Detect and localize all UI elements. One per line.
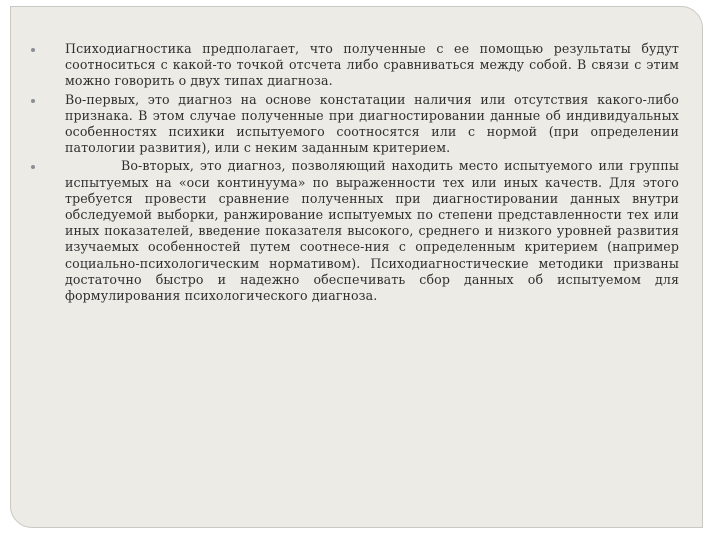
bullet-dot-icon [31,48,35,52]
bullet-item-3 [65,158,679,304]
bullet-list [65,41,679,306]
bullet-dot-icon [31,99,35,103]
bullet-text-3 [65,158,679,304]
bullet-item-2 [65,92,679,157]
bullet-text-3-content: Во-вторых, это диагноз, позволяющий находить место испытуемого или группы испытуемых на «оси континуума» по выраженности тех или иных качеств. Для этого требуется провести сравнение полученных при диагностировании данных внутри обследуемой выборки, ранжирование испытуемых по степени представленности тех или иных показателей, введение показателя высокого, среднего и низкого уровней развития изучаемых особенностей путем соотнесе-ния с определенным критерием (например социально-психологическим нормативом). Психодиагностические методики призваны достаточно быстро и надежно обеспечивать сбор данных об испытуемом для формулирования психологического диагноза. [65,158,679,304]
bullet-item-1 [65,41,679,90]
bullet-text-2: Во-первых, это диагноз на основе констатации наличия или отсутствия какого-либо признака. В этом случае полученные при диагностировании данные об индивидуальных особенностях психики испытуемого соотносятся или с нормой (при определении патологии развития), или с неким заданным критерием. [65,91,679,156]
bullet-text-1: Психодиагностика предполагает, что полученные с ее помощью результаты будут соотноситься с какой-то точкой отсчета либо сравниваться между собой. В связи с этим можно говорить о двух типах диагноза. [65,41,679,89]
